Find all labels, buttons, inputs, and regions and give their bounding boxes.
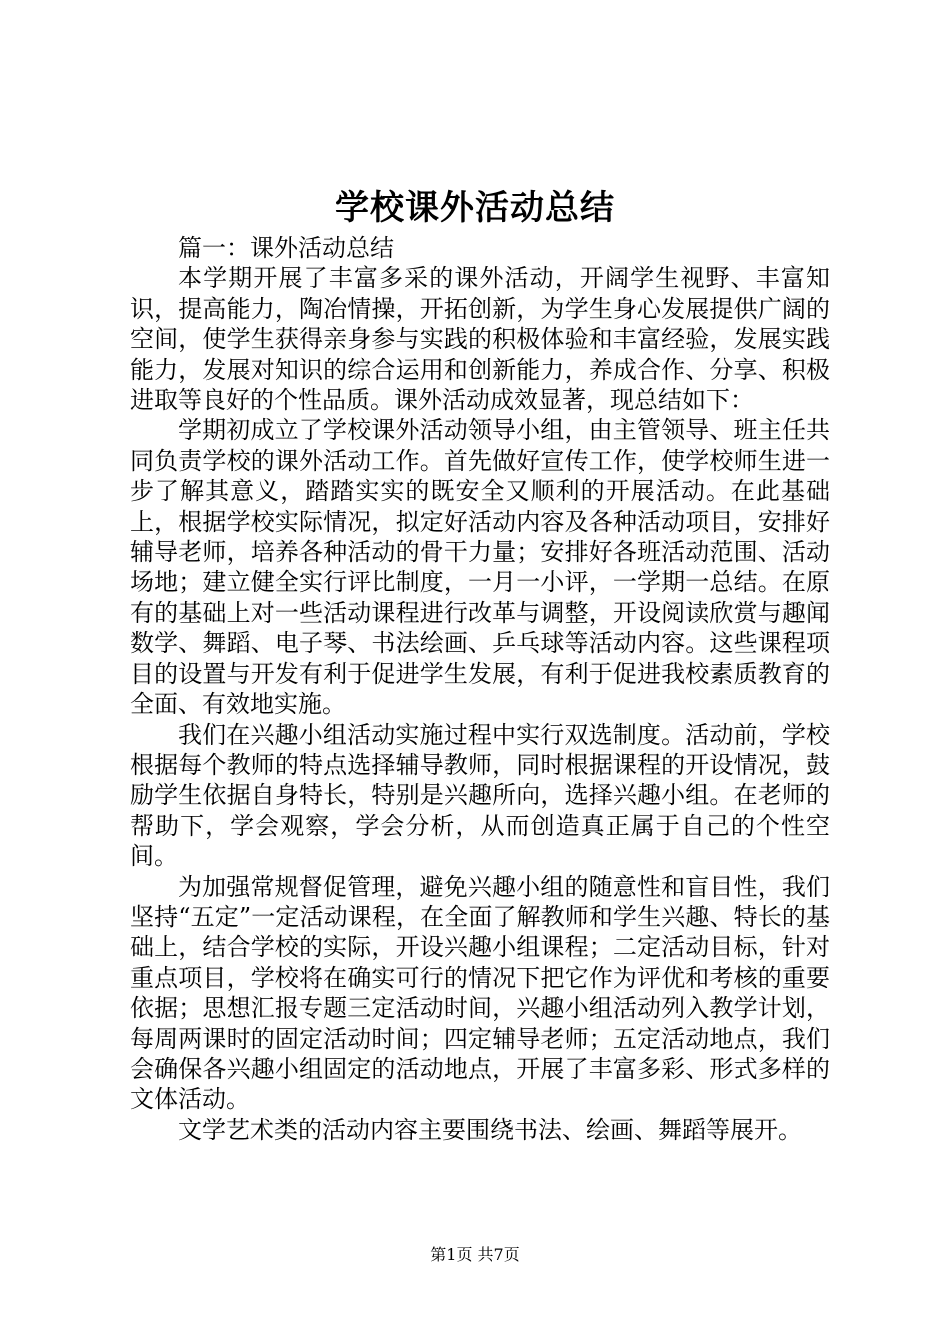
document-title: 学校课外活动总结 <box>335 188 615 228</box>
body-paragraph: 学期初成立了学校课外活动领导小组，由主管领导、班主任共同负责学校的课外活动工作。首先做好宣传工作，使学校师生进一步了解其意义，踏踏实实的既安全又顺利的开展活动。在此基础上，根据学校实际情况，拟定好活动内容及各种活动项目，安排好辅导老师，培养各种活动的骨干力量；安排好各班活动范围、活动场地；建立健全实行评比制度，一月一小评，一学期一总结。在原有的基础上对一些活动课程进行改革与调整，开设阅读欣赏与趣闻数学、舞蹈、电子琴、书法绘画、乒乓球等活动内容。这些课程项目的设置与开发有利于促进学生发展，有利于促进我校素质教育的全面、有效地实施。 <box>130 416 830 719</box>
section-heading: 篇一：课外活动总结 <box>178 234 394 262</box>
document-body <box>130 233 830 1145</box>
body-paragraph: 文学艺术类的活动内容主要围绕书法、绘画、舞蹈等展开。 <box>178 1115 802 1144</box>
body-paragraph: 我们在兴趣小组活动实施过程中实行双选制度。活动前，学校根据每个教师的特点选择辅导教师，同时根据课程的开设情况，鼓励学生依据自身特长，特别是兴趣所向，选择兴趣小组。在老师的帮助下，学会观察，学会分析，从而创造真正属于自己的个性空间。 <box>130 720 830 871</box>
page-number-footer: 第1页 共7页 <box>430 1245 520 1264</box>
body-paragraph: 本学期开展了丰富多采的课外活动，开阔学生视野、丰富知识，提高能力，陶冶情操，开拓创新，为学生身心发展提供广阔的空间，使学生获得亲身参与实践的积极体验和丰富经验，发展实践能力，发展对知识的综合运用和创新能力，养成合作、分享、积极进取等良好的个性品质。课外活动成效显著，现总结如下： <box>130 264 830 415</box>
body-paragraph: 为加强常规督促管理，避免兴趣小组的随意性和盲目性，我们坚持“五定”一定活动课程，在全面了解教师和学生兴趣、特长的基础上，结合学校的实际，开设兴趣小组课程；二定活动目标，针对重点项目，学校将在确实可行的情况下把它作为评优和考核的重要依据；思想汇报专题三定活动时间，兴趣小组活动列入教学计划，每周两课时的固定活动时间；四定辅导老师；五定活动地点，我们会确保各兴趣小组固定的活动地点，开展了丰富多彩、形式多样的文体活动。 <box>130 872 830 1114</box>
